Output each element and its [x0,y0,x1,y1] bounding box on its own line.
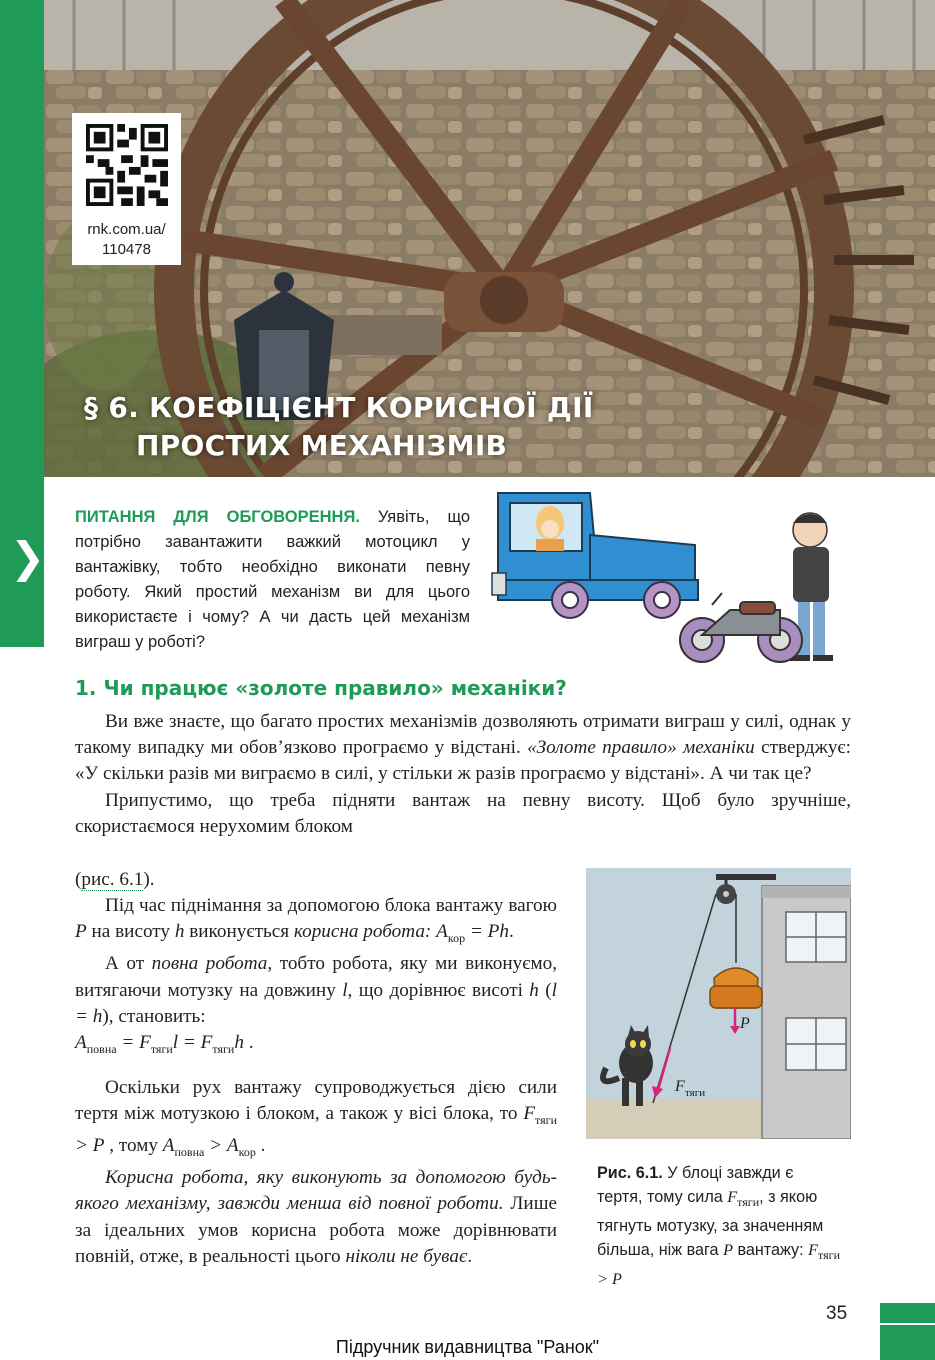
title-line-2: ПРОСТИХ МЕХАНІЗМІВ [136,429,508,462]
caption-text: , з якою тягнуть мотузку, за значенням більша, ніж вага [597,1188,824,1260]
paragraph-1 [75,709,851,788]
symbol-h: h [529,979,539,1001]
term-total-work: повна робота, [151,953,273,975]
qr-code-number: 110478 [102,241,151,258]
discussion-lead: ПИТАННЯ ДЛЯ ОБГОВОРЕННЯ. [75,508,360,526]
formula-part: = F [116,1032,151,1054]
text-span: виконується [184,921,294,943]
text-span: ( [75,869,82,890]
label-P: P [740,1015,750,1032]
chevron-right-icon: ❯ [10,533,46,582]
formula-sub: тяги [212,1041,235,1056]
truck-and-motorcycle-illustration [490,485,860,670]
text-span: стверджує: «У скільки разів ми виграємо в силі, у стільки ж разів програємо у відстані». А чи так це? [75,737,851,785]
corner-divider [880,1323,935,1325]
paragraph-5 [75,1075,557,1165]
text-span: ). [143,869,155,890]
page-number: 35 [826,1303,848,1324]
text-span: Під час піднімання за допомогою блока вантажу вагою [105,895,557,917]
qr-code-icon [86,124,168,206]
formula-part: > A [204,1135,239,1157]
formula-part: F [523,1103,536,1125]
formula-sub: повна [174,1145,205,1160]
symbol-P: P [75,921,87,943]
caption-text: вантажу: [732,1241,809,1260]
text-span: . [255,1135,266,1157]
term-useful-work: корисна робота: [293,921,432,943]
text-span: . [243,1032,254,1054]
green-margin-strip [0,0,44,477]
formula-rest: = Ph [465,921,509,943]
text-span: ), становить: [102,1005,206,1027]
caption-symbol: F [727,1188,738,1206]
text-span: ( [538,979,552,1001]
caption-symbol: F [808,1241,819,1260]
caption-label: Рис. 6.1. [597,1164,663,1182]
formula-A: A [436,921,448,943]
qr-card[interactable] [72,113,181,265]
key-statement: Корисна робота, яку виконують за допомогою будь-якого механізму, завжди менша від повної роботи. [75,1167,557,1215]
formula-sub: повна [86,1041,117,1056]
paragraph-3 [75,893,557,951]
title-line-1: § 6. КОЕФІЦІЄНТ КОРИСНОЇ ДІЇ [84,391,594,424]
caption-symbol: > P [597,1270,622,1289]
text-span: , тому [104,1135,163,1157]
figure-caption [597,1161,842,1291]
paragraph-4 [75,951,557,1062]
discussion-text: Уявіть, що потрібно завантажити важкий мотоцикл у вантажівку, тобто необхідно виконати певну роботу. Який простий механізм ви для цього використаєте і чому? А чи дасть цей механізм виграш у роботі? [75,508,471,651]
caption-sub: тяги [737,1195,760,1210]
label-F-sub: тяги [685,1087,706,1099]
equation-l-h: l = h [75,979,558,1027]
publisher-footer: Підручник видавництва "Ранок" [335,1337,600,1357]
formula-sub: тяги [150,1041,173,1056]
formula-part: > P [75,1135,105,1157]
text-span: Припустимо, що треба підняти вантаж на певну висоту. Щоб було зручніше, скористаємося нерухомим блоком [75,789,851,837]
paragraph-6 [75,1165,557,1270]
formula-part: l = F [172,1032,213,1054]
text-span: . [467,1245,473,1267]
text-span: , що дорівнює висоті [347,979,530,1001]
text-span: на висоту [86,921,175,943]
symbol-l: l [342,979,348,1001]
text-span: тобто робота, яку ми виконуємо, витягаючи мотузку на довжину [75,953,557,1001]
page-title [84,389,594,465]
text-span: Оскільки рух вантажу супроводжується дією сили тертя між мотузкою і блоком, а також у вісі блока, то [75,1077,557,1125]
caption-symbol: P [723,1241,733,1260]
section-heading: 1. Чи працює «золоте правило» механіки? [75,676,567,700]
formula-part: A [162,1135,175,1157]
formula-sub: кор [238,1145,256,1160]
formula-sub: тяги [535,1113,557,1128]
figure-reference-line [75,867,557,893]
symbol-h: h [174,921,185,943]
paragraph-2 [75,788,851,840]
side-tab [0,477,44,647]
text-span: Лише за ідеальних умов корисна робота може дорівнювати повній, отже, в реальності цього [75,1193,557,1267]
text-span: Ви вже знаєте, що багато простих механізмів дозволяють отримати виграш у силі, однак у такому випадку ми обов’язково програємо у відстані. [75,711,851,759]
text-span: А от [105,953,152,975]
term-golden-rule: «Золоте правило» механіки [527,737,755,759]
discussion-question [75,505,470,655]
qr-url[interactable]: rnk.com.ua/ [87,221,166,238]
caption-sub: тяги [818,1248,840,1263]
body-text-column [75,840,557,1062]
formula-part: h [234,1032,244,1054]
caption-text: У блоці завжди є тертя, тому сила [597,1164,794,1206]
label-F: F [675,1078,685,1095]
formula-sub: кор [447,931,466,946]
header-photo [0,0,935,477]
figure-link[interactable]: рис. 6.1 [81,869,144,890]
text-span: . [508,921,514,943]
formula-part: A [75,1032,87,1054]
body-text-wide [75,709,851,840]
emphasis-never: ніколи не буває [345,1245,468,1267]
pulley-illustration [586,868,851,1139]
figure-6-1 [586,868,851,1139]
